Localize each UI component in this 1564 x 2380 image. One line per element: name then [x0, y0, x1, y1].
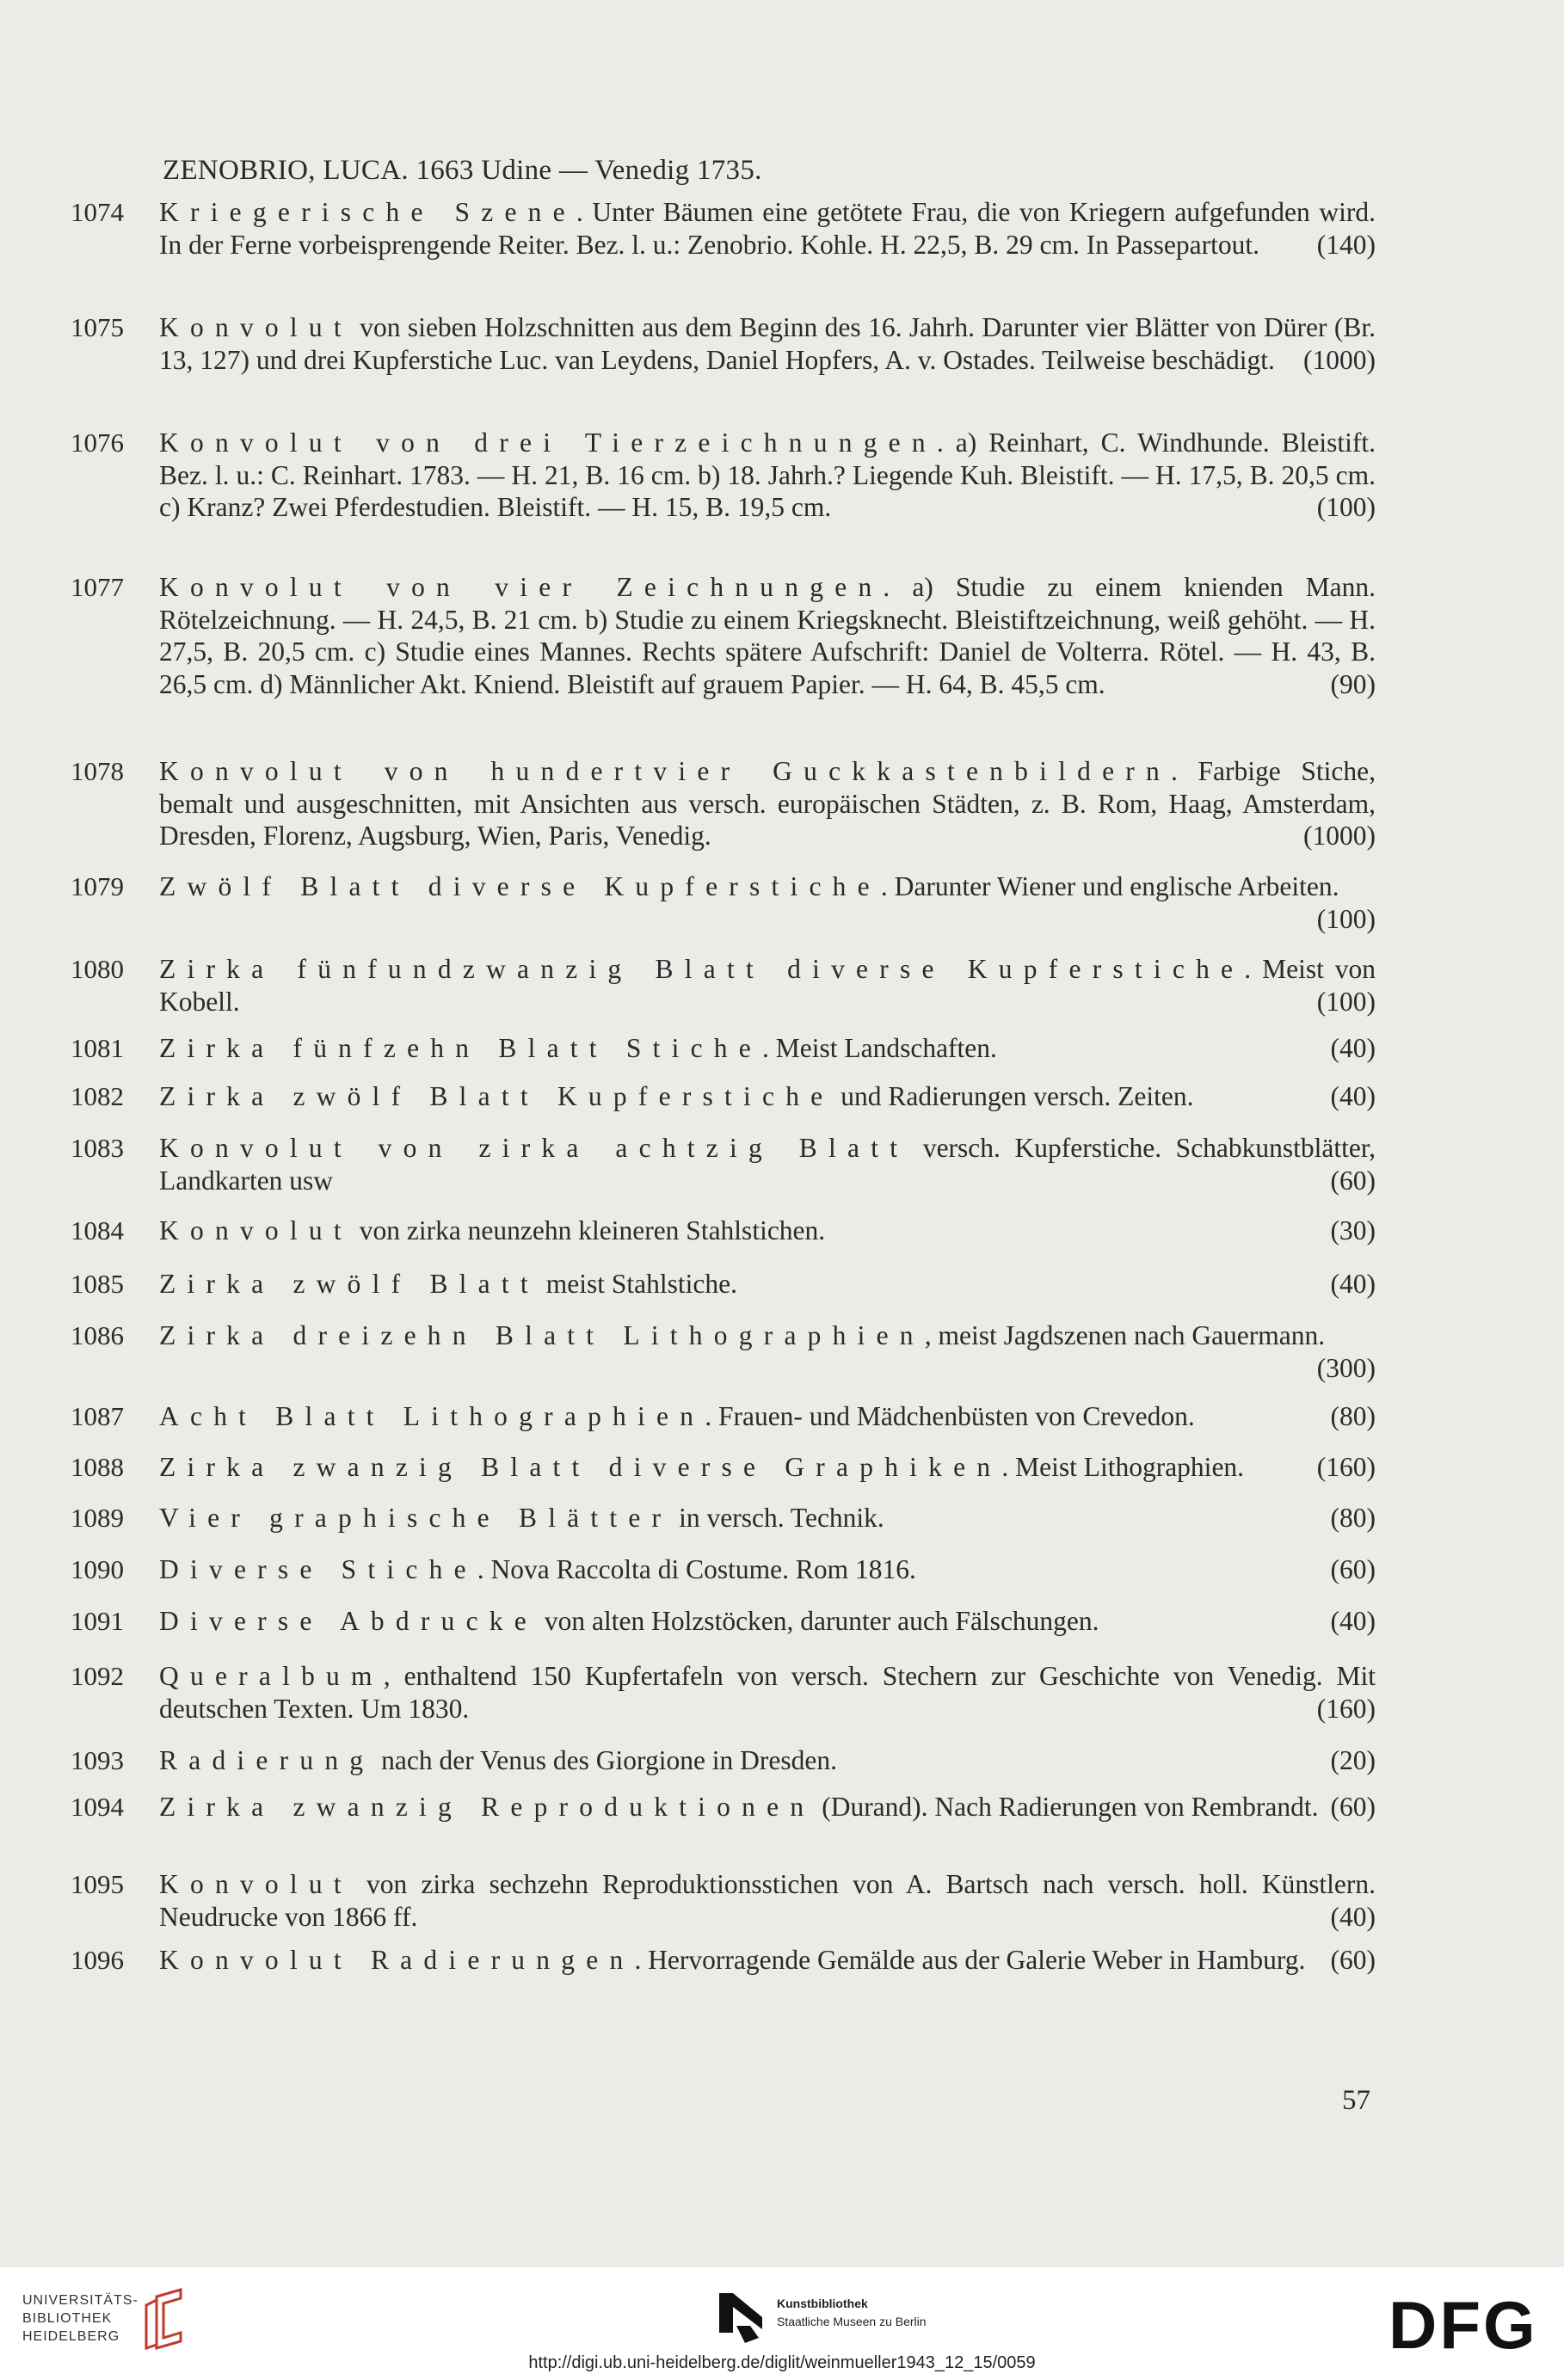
lot-number: 1080 [71, 954, 124, 984]
lot-text: von sieben Holzschnitten aus dem Beginn des 16. Jahrh. Darunter vier Blätter von Dürer (Br. 13, 127) und drei Kupferstiche Luc. van Leydens, Daniel Hopfers, A. v. Ostades. Teilweise beschädigt. [159, 312, 1376, 375]
lot-estimate: (90) [1330, 668, 1376, 699]
lot-title: Zirka fünfzehn Blatt Stiche [159, 1033, 762, 1063]
lot-title: Radierung [159, 1745, 375, 1775]
lot-number: 1094 [71, 1792, 124, 1822]
lot-title: Zirka zwanzig Blatt diverse Graphiken [159, 1452, 1002, 1482]
lot-description [159, 1660, 1376, 1725]
university-logo-line: UNIVERSITÄTS- [22, 2293, 139, 2308]
lot-title: Zirka dreizehn Blatt Lithographien [159, 1320, 925, 1350]
lot-title: Zirka zwölf Blatt Kupferstiche [159, 1081, 834, 1111]
lot-number: 1076 [71, 427, 124, 458]
lot-description [159, 1553, 1376, 1586]
lot-text: von zirka sechzehn Reproduktionsstichen von A. Bartsch nach versch. holl. Künstlern. Neudrucke von 1866 ff. [159, 1869, 1376, 1932]
lot-estimate: (1000) [1303, 344, 1376, 375]
university-library-logo[interactable] [22, 2291, 139, 2346]
lot-description [159, 196, 1376, 261]
lot-description [159, 1319, 1376, 1384]
lot-text: von alten Holzstöcken, darunter auch Fälschungen. [537, 1606, 1099, 1636]
lot-title: Kriegerische Szene [159, 197, 576, 227]
lot-description [159, 1791, 1376, 1823]
lot-text: versch. Kupferstiche. Schabkunstblätter, Landkarten usw [159, 1133, 1376, 1196]
lot-description [159, 427, 1376, 524]
lot-text: . Frauen- und Mädchenbüsten von Crevedon. [705, 1401, 1195, 1431]
lot-text: in versch. Technik. [672, 1503, 884, 1533]
lot-text: , enthaltend 150 Kupfertafeln von versch. Stechern zur Geschichte von Venedig. Mit deutschen Texten. Um 1830. [159, 1661, 1376, 1724]
lot-number: 1089 [71, 1503, 124, 1533]
lot-number: 1074 [71, 197, 124, 227]
lot-title: Zwölf Blatt diverse Kupferstiche [159, 871, 881, 901]
lot-number: 1075 [71, 312, 124, 342]
lot-description [159, 1215, 1376, 1247]
lot-estimate: (30) [1330, 1215, 1376, 1245]
permalink-url[interactable]: http://digi.ub.uni-heidelberg.de/diglit/weinmueller1943_12_15/0059 [528, 2353, 1036, 2372]
lot-number: 1091 [71, 1606, 124, 1636]
lot-title: Zirka zwölf Blatt [159, 1269, 539, 1299]
lot-description [159, 870, 1376, 935]
lot-number: 1088 [71, 1452, 124, 1482]
lot-description [159, 755, 1376, 852]
lot-description [159, 311, 1376, 376]
lot-number: 1087 [71, 1401, 124, 1431]
kunstbibliothek-title: Kunstbibliothek [777, 2297, 868, 2310]
lot-description [159, 1400, 1376, 1433]
lot-estimate: (20) [1330, 1745, 1376, 1775]
dfg-logo[interactable]: DFG [1389, 2287, 1538, 2363]
lot-description [159, 1268, 1376, 1301]
lot-number: 1082 [71, 1081, 124, 1111]
lot-title: Acht Blatt Lithographien [159, 1401, 705, 1431]
lot-text: . a) Studie zu einem knienden Mann. Rötelzeichnung. — H. 24,5, B. 21 cm. b) Studie zu einem Kriegsknecht. Bleistiftzeichnung, weiß gehöht. — H. 27,5, B. 20,5 cm. c) Studie eines Mannes. Rechts spätere Aufschrift: Daniel de Volterra. Rötel. — H. 43, B. 26,5 cm. d) Männlicher Akt. Kniend. Bleistift auf grauem Papier. — H. 64, B. 45,5 cm. [159, 572, 1376, 699]
lot-description [159, 1944, 1376, 1977]
lot-title: Konvolut von drei Tierzeichnungen [159, 427, 937, 458]
page-number: 57 [1342, 2085, 1370, 2116]
lot-text: . Meist von Kobell. [159, 954, 1376, 1017]
lot-title: Zirka fünfundzwanzig Blatt diverse Kupferstiche [159, 954, 1245, 984]
lot-text: (Durand). Nach Radierungen von Rembrandt. [815, 1792, 1319, 1822]
lot-description [159, 1868, 1376, 1933]
lot-description [159, 1080, 1376, 1113]
lot-number: 1077 [71, 572, 124, 602]
lot-text: . Darunter Wiener und englische Arbeiten. [880, 871, 1339, 901]
lot-description [159, 1132, 1376, 1196]
lot-estimate: (1000) [1303, 821, 1376, 851]
lot-estimate: (60) [1330, 1554, 1376, 1584]
lot-number: 1081 [71, 1033, 124, 1063]
lot-text: nach der Venus des Giorgione in Dresden. [374, 1745, 838, 1775]
lot-title: Diverse Stiche [159, 1554, 477, 1584]
university-emblem-icon [138, 2288, 189, 2350]
lot-title: Konvolut von zirka achtzig Blatt [159, 1133, 909, 1163]
lot-title: Konvolut [159, 1215, 353, 1245]
lot-number: 1084 [71, 1215, 124, 1245]
lot-estimate: (40) [1330, 1081, 1376, 1111]
lot-estimate: (100) [1316, 986, 1376, 1017]
lot-estimate: (140) [1316, 229, 1376, 260]
lot-estimate: (40) [1330, 1606, 1376, 1636]
lot-text: , meist Jagdszenen nach Gauermann. [924, 1320, 1326, 1350]
lot-estimate: (160) [1316, 1693, 1376, 1724]
lot-number: 1079 [71, 871, 124, 901]
lot-title: Vier graphische Blätter [159, 1503, 673, 1533]
university-logo-line: BIBLIOTHEK [22, 2311, 113, 2326]
lot-title: Konvolut von vier Zeichnungen [159, 572, 884, 602]
lot-number: 1096 [71, 1945, 124, 1975]
kunstbibliothek-label[interactable] [777, 2295, 927, 2331]
lot-description [159, 1744, 1376, 1777]
lot-estimate: (60) [1330, 1792, 1376, 1822]
lot-title: Diverse Abdrucke [159, 1606, 538, 1636]
artist-heading: ZENOBRIO, LUCA. 1663 Udine — Venedig 1735. [163, 155, 762, 186]
lot-number: 1083 [71, 1133, 124, 1163]
lot-text: . Meist Lithographien. [1001, 1452, 1245, 1482]
lot-estimate: (160) [1316, 1452, 1376, 1482]
lot-description [159, 1032, 1376, 1065]
lot-number: 1095 [71, 1869, 124, 1899]
lot-title: Konvolut [159, 1869, 353, 1899]
lot-number: 1093 [71, 1745, 124, 1775]
lot-estimate: (40) [1330, 1901, 1376, 1932]
kunstbibliothek-subtitle: Staatliche Museen zu Berlin [777, 2315, 927, 2328]
lot-description [159, 1605, 1376, 1638]
lot-description [159, 571, 1376, 700]
lot-estimate: (40) [1330, 1033, 1376, 1063]
lot-description [159, 1502, 1376, 1534]
lot-description [159, 1451, 1376, 1484]
lot-estimate: (100) [1316, 903, 1376, 934]
lot-text: . Unter Bäumen eine getötete Frau, die von Kriegern aufgefunden wird. In der Ferne vorbeisprengende Reiter. Bez. l. u.: Zenobrio. Kohle. H. 22,5, B. 29 cm. In Passepartout. [159, 197, 1376, 260]
lot-text: . Farbige Stiche, bemalt und ausgeschnitten, mit Ansichten aus versch. europäischen Städten, z. B. Rom, Haag, Amsterdam, Dresden, Florenz, Augsburg, Wien, Paris, Venedig. [159, 756, 1376, 851]
lot-title: Konvolut von hundertvier Guckkastenbildern [159, 756, 1171, 786]
lot-text: . a) Reinhart, C. Windhunde. Bleistift. Bez. l. u.: C. Reinhart. 1783. — H. 21, B. 16 cm. b) 18. Jahrh.? Liegende Kuh. Bleistift. — H. 17,5, B. 20,5 cm. c) Kranz? Zwei Pferdestudien. Bleistift. — H. 15, B. 19,5 cm. [159, 427, 1376, 522]
lot-description [159, 953, 1376, 1018]
lot-estimate: (300) [1316, 1352, 1376, 1383]
lot-number: 1092 [71, 1661, 124, 1691]
lot-title: Zirka zwanzig Reproduktionen [159, 1792, 816, 1822]
lot-estimate: (80) [1330, 1503, 1376, 1533]
lot-title: Konvolut Radierungen [159, 1945, 635, 1975]
lot-text: . Nova Raccolta di Costume. Rom 1816. [477, 1554, 916, 1584]
university-logo-line: HEIDELBERG [22, 2329, 120, 2344]
lot-text: und Radierungen versch. Zeiten. [834, 1081, 1194, 1111]
lot-number: 1085 [71, 1269, 124, 1299]
digitization-footer [0, 2267, 1564, 2380]
lot-text: . Hervorragende Gemälde aus der Galerie Weber in Hamburg. [634, 1945, 1306, 1975]
lot-estimate: (40) [1330, 1269, 1376, 1299]
lot-estimate: (60) [1330, 1165, 1376, 1196]
kunstbibliothek-icon [716, 2291, 766, 2345]
lot-text: von zirka neunzehn kleineren Stahlstichen. [352, 1215, 826, 1245]
lot-number: 1090 [71, 1554, 124, 1584]
lot-text: meist Stahlstiche. [539, 1269, 737, 1299]
lot-title: Konvolut [159, 312, 353, 342]
lot-title: Queralbum [159, 1661, 384, 1691]
lot-text: . Meist Landschaften. [761, 1033, 997, 1063]
lot-estimate: (80) [1330, 1401, 1376, 1431]
lot-number: 1078 [71, 756, 124, 786]
lot-number: 1086 [71, 1320, 124, 1350]
lot-estimate: (100) [1316, 492, 1376, 522]
lot-estimate: (60) [1330, 1945, 1376, 1975]
